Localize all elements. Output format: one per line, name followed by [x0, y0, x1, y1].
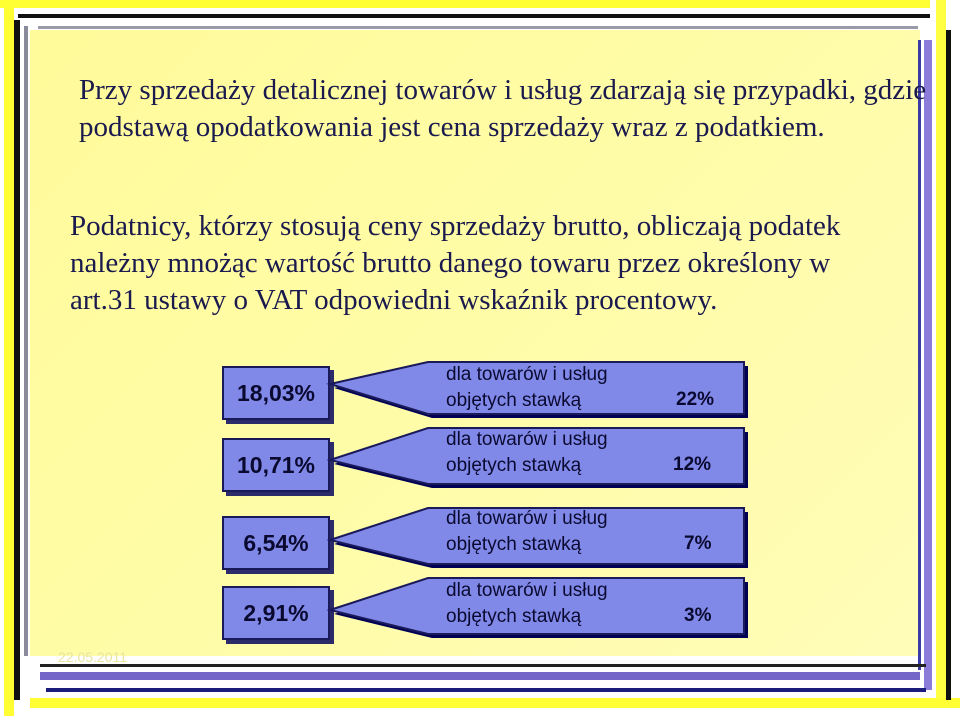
- slide-date: 22.05.2011: [58, 649, 128, 665]
- row-label-line2: objętych stawką: [446, 534, 582, 555]
- border-stripe: [24, 26, 28, 656]
- row-label-line1: dla towarów i usług: [446, 364, 608, 385]
- border-stripe: [936, 0, 946, 700]
- row-label-line1: dla towarów i usług: [446, 429, 608, 450]
- border-stripe: [30, 698, 960, 708]
- border-stripe: [38, 26, 918, 29]
- rate-value: 22%: [676, 389, 715, 410]
- percent-box: 6,54%: [222, 516, 330, 570]
- border-stripe: [40, 672, 920, 680]
- rate-value: 7%: [684, 533, 712, 554]
- rate-value: 3%: [684, 605, 712, 626]
- percent-box: 10,71%: [222, 438, 330, 492]
- percent-box: 18,03%: [222, 366, 330, 420]
- border-stripe: [0, 0, 930, 8]
- row-label-line2: objętych stawką: [446, 455, 582, 476]
- border-stripe: [40, 664, 926, 667]
- rate-value: 12%: [673, 454, 712, 475]
- row-label-line2: objętych stawką: [446, 390, 582, 411]
- border-stripe: [18, 14, 930, 18]
- row-label-line1: dla towarów i usług: [446, 508, 608, 529]
- intro-paragraph: Przy sprzedaży detalicznej towarów i usług zdarzają się przypadki, gdzie podstawą opodatkowania jest cena sprzedaży wraz z podatkiem.: [79, 74, 927, 143]
- percent-box: 2,91%: [222, 586, 330, 640]
- row-label-line1: dla towarów i usług: [446, 580, 608, 601]
- explanation-paragraph: Podatnicy, którzy stosują ceny sprzedaży brutto, obliczają podatek należny mnożąc wartość brutto danego towaru przez określony w art.31 ustawy o VAT odpowiedni wskaźnik procentowy.: [70, 210, 841, 316]
- border-stripe: [14, 20, 20, 700]
- border-stripe: [946, 30, 951, 700]
- border-stripe: [46, 688, 926, 692]
- row-label-line2: objętych stawką: [446, 606, 582, 627]
- border-stripe: [4, 0, 14, 716]
